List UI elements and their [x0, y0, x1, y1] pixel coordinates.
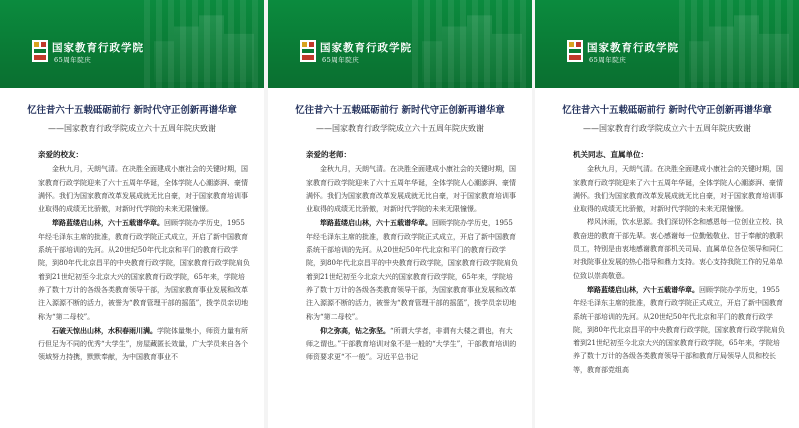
letter-title: 忆往昔六十五载砥砺前行 新时代守正创新再谱华章	[295, 105, 505, 116]
header-banner	[0, 0, 264, 88]
salutation: 亲爱的老师：	[306, 150, 351, 159]
institute-logo-icon	[567, 40, 583, 62]
header-banner	[535, 0, 799, 88]
letter-body	[573, 148, 785, 377]
paragraph-lead: 筚路蓝缕启山林，六十五载谱华章。	[320, 218, 432, 228]
anniversary-label: 65周年院庆	[322, 56, 360, 64]
institution-name: 国家教育行政学院	[320, 42, 412, 54]
anniversary-label: 65周年院庆	[589, 56, 627, 64]
paragraph-lead: 筚路蓝缕启山林，六十五载谱华章。	[587, 284, 699, 294]
paragraph-text: 金秋九月，天朗气清。在决胜全面建成小康社会的关键时期，国家教育行政学院迎来了六十五周年华诞，全体学院人心潮澎湃、豪情满怀。我们为国家教育改革发展成就无比自豪，对于国家教育培训事业取得的成绩无比骄傲，对新时代学院的未来无限憧憬。	[38, 165, 248, 214]
paragraph-text: 回顾学院办学历史，1955年经毛泽东主席的批准，教育行政学院正式成立，开启了新中国教育系统干部培训的先河。从20世纪50年代北京和平门的教育行政学院，到80年代北京昌平的中央教育行政学院，国家教育行政学院肩负着到21世纪初至今北京大兴的国家教育行政学院，65年来，学院培养了数十万计的各级各类教育领导干部和教育厅局领导人员和校长等，教育部党组高	[573, 285, 785, 374]
salutation: 亲爱的校友：	[38, 150, 83, 159]
paragraph-text: 学院体量集小，师资力量有所行但足为不同的优秀“大学生”，房屋藏匿长效量，广大学员来自各个领域努力持携，默默奉献，为中国教育事业不	[38, 326, 249, 362]
letter-title: 忆往昔六十五载砥砺前行 新时代守正创新再谱华章	[562, 105, 772, 116]
paragraph-text: 金秋九月，天朗气清。在决胜全面建成小康社会的关键时期，国家教育行政学院迎来了六十五周年华诞，全体学院人心潮澎湃、豪情满怀。我们为国家教育改革发展成就无比自豪，对于国家教育培训事业取得的成绩无比骄傲，对新时代学院的未来无限憧憬。	[306, 165, 516, 214]
paragraph	[306, 216, 518, 323]
paragraph-lead: 筚路蓝缕启山林，六十五载谱华章。	[52, 218, 164, 228]
institution-name: 国家教育行政学院	[587, 42, 679, 54]
letter-panel-teachers	[268, 0, 532, 428]
institute-logo-icon	[32, 40, 48, 62]
paragraph-text: 金秋九月，天朗气清。在决胜全面建成小康社会的关键时期，国家教育行政学院迎来了六十五周年华诞，全体学院人心潮澎湃、豪情满怀。我们为国家教育改革发展成就无比自豪，对于国家教育培训事业取得的成绩无比骄傲，对新时代学院的未来无限憧憬。	[573, 165, 783, 214]
paragraph-text: 回顾学院办学历史，1955年经毛泽东主席的批准，教育行政学院正式成立，开启了新中国教育系统干部培训的先河。从20世纪50年代北京和平门的教育行政学院，到80年代北京昌平的中央教育行政学院，国家教育行政学院肩负着到21世纪初至今北京大兴的国家教育行政学院，65年来，学院培养了数十万计的各级各类教育领导干部，为国家教育事业发展和改革注入源源不断的活力，被誉为“教育管理干部的摇篮”，拨学员亲切地称为“第二母校”。	[306, 219, 518, 321]
salutation: 机关同志、直属单位：	[573, 150, 648, 159]
paragraph	[306, 324, 518, 365]
letter-subtitle: ——国家教育行政学院成立六十五周年院庆致谢	[48, 124, 216, 133]
paragraph-text: 栉风沐雨，饮水思源。我们深切怀念和感恩每一位创业立校、执教奋进的教育干部先辈。衷心感谢每一位勤勉敬业、甘于奉献的教职员工，特别是由衷地感谢教育部机关司局、直属单位各位领导和同仁对我院事业发展的热心指导和鼎力支持。衷心支持我院工作的兄弟单位致以崇高敬意。	[573, 218, 783, 280]
letter-body	[38, 148, 250, 365]
institution-name: 国家教育行政学院	[52, 42, 144, 54]
institute-logo-icon	[300, 40, 316, 62]
paragraph	[573, 283, 785, 377]
paragraph-lead: 石破天惊出山林，水积春雨川满。	[52, 325, 157, 335]
letter-title: 忆往昔六十五载砥砺前行 新时代守正创新再谱华章	[27, 105, 237, 116]
letter-panel-alumni	[0, 0, 264, 428]
anniversary-label: 65周年院庆	[54, 56, 92, 64]
letter-subtitle: ——国家教育行政学院成立六十五周年院庆致谢	[583, 124, 751, 133]
paragraph	[573, 163, 785, 216]
paragraph-lead: 仰之弥高，钻之弥坚。	[320, 325, 390, 335]
header-banner	[268, 0, 532, 88]
letter-subtitle: ——国家教育行政学院成立六十五周年院庆致谢	[316, 124, 484, 133]
paragraph-text: “所谓大学者，非谓有大楼之谓也，有大师之谓也。”干部教育培训对象不是一般的“大学生”，干部教育培训的师资要求更“不一般”。习近平总书记	[306, 326, 517, 362]
paragraph	[38, 163, 250, 216]
paragraph-text: 回顾学院办学历史，1955年经毛泽东主席的批准，教育行政学院正式成立，开启了新中国教育系统干部培训的先河。从20世纪50年代北京和平门的教育行政学院，到80年代北京昌平的中央教育行政学院，国家教育行政学院肩负着到21世纪初至今北京大兴的国家教育行政学院，65年来，学院培养了数十万计的各级各类教育领导干部，为国家教育事业发展和改革注入源源不断的活力，被誉为“教育管理干部的摇篮”，拨学员亲切地称为“第二母校”。	[38, 219, 250, 321]
paragraph	[306, 163, 518, 216]
paragraph	[38, 324, 250, 365]
paragraph	[38, 216, 250, 323]
letter-body	[306, 148, 518, 365]
paragraph	[573, 216, 785, 282]
letter-panel-units	[535, 0, 799, 428]
